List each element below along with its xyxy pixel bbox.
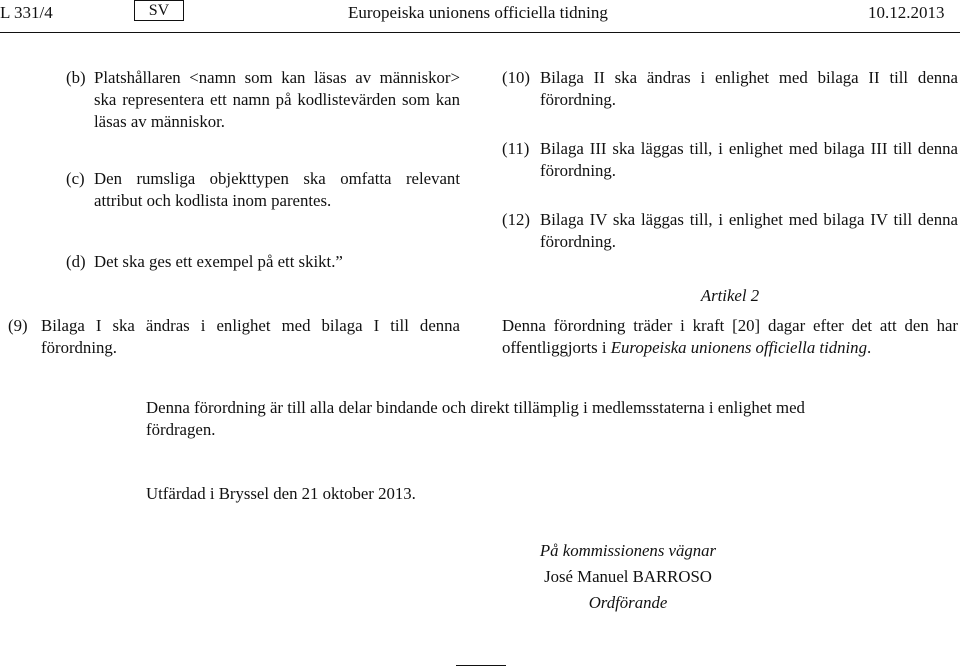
- item-text: Bilaga IV ska läggas till, i enlighet med bilaga IV till denna förordning.: [540, 210, 958, 251]
- item-number: (9): [8, 316, 28, 335]
- signatory-role: Ordförande: [588, 593, 668, 612]
- publication-date: 10.12.2013: [868, 3, 945, 22]
- done-at: Utfärdad i Bryssel den 21 oktober 2013.: [146, 484, 416, 503]
- item-number: (10): [502, 68, 530, 87]
- article-text-part: Denna förordning träder i kraft [20] dagar efter det att den har offentliggjorts i: [502, 316, 958, 357]
- item-number: (c): [66, 169, 85, 188]
- language-badge: SV: [134, 0, 184, 21]
- item-text: Den rumsliga objekttypen ska omfatta relevant attribut och kodlista inom parentes.: [94, 169, 460, 210]
- item-text: Det ska ges ett exempel på ett skikt.”: [94, 252, 343, 271]
- signatory-name: José Manuel BARROSO: [544, 567, 712, 586]
- footnote-rule: [456, 665, 506, 666]
- item-number: (d): [66, 252, 86, 271]
- article-text: [502, 315, 958, 359]
- header-rule: [0, 32, 960, 33]
- item-text: Bilaga I ska ändras i enlighet med bilaga I till denna förordning.: [41, 316, 460, 357]
- journal-title: Europeiska unionens officiella tidning: [348, 3, 608, 22]
- item-text: Platshållaren <namn som kan läsas av människor> ska representera ett namn på kodlistevärden som kan läsas av människor.: [94, 68, 460, 131]
- binding-clause: Denna förordning är till alla delar bindande och direkt tillämplig i medlemsstaterna i enlighet med fördragen.: [146, 398, 805, 439]
- item-text: Bilaga II ska ändras i enlighet med bilaga II till denna förordning.: [540, 68, 958, 109]
- item-text: Bilaga III ska läggas till, i enlighet med bilaga III till denna förordning.: [540, 139, 958, 180]
- item-number: (12): [502, 210, 530, 229]
- item-number: (11): [502, 139, 530, 158]
- article-text-end: .: [866, 338, 872, 357]
- signature-on-behalf: På kommissionens vägnar: [539, 541, 717, 560]
- page-reference: L 331/4: [0, 3, 53, 22]
- article-heading: Artikel 2: [700, 286, 760, 305]
- journal-reference: Europeiska unionens officiella tidning: [610, 338, 867, 357]
- item-number: (b): [66, 68, 86, 87]
